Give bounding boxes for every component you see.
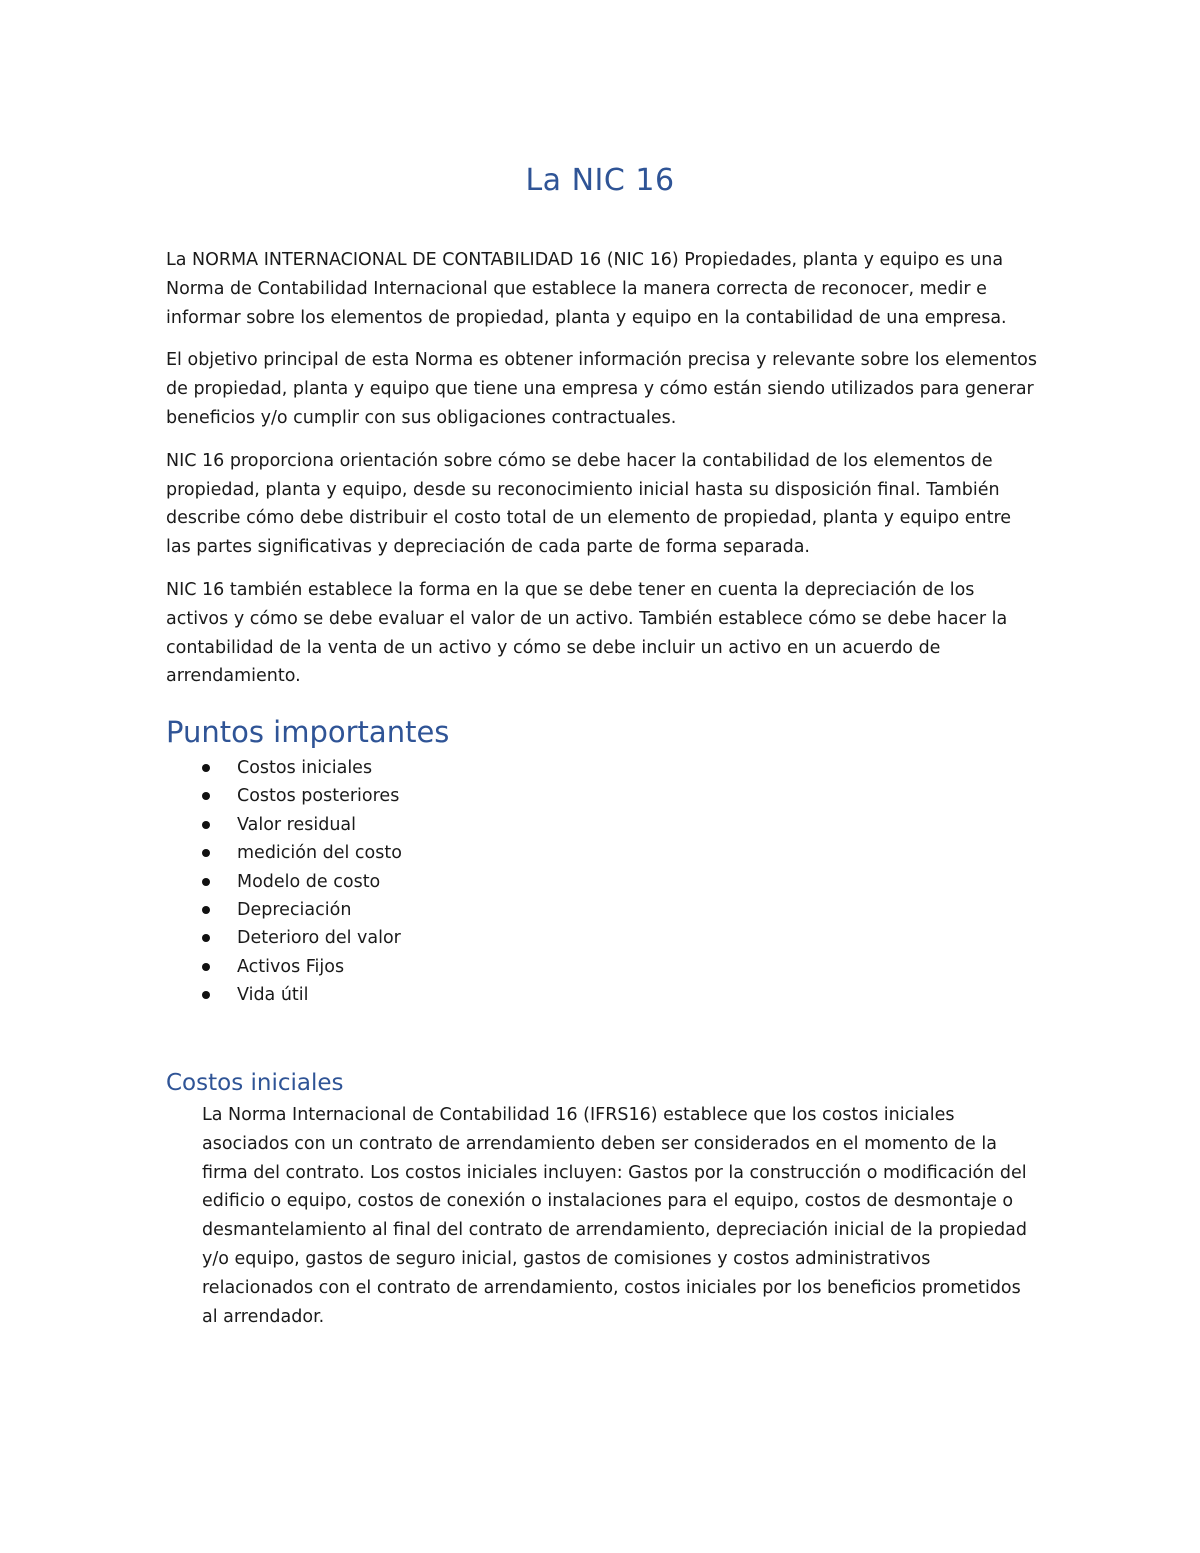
intro-paragraph-4: NIC 16 también establece la forma en la que se debe tener en cuenta la depreciación de los activos y cómo se debe evaluar el valor de un activo. También establece cómo se debe hacer la contabilidad de la venta de un activo y cómo se debe incluir un activo en un acuerdo de arrendamiento. (166, 579, 1008, 687)
list-item (166, 924, 1026, 952)
list-item-label: Modelo de costo (237, 871, 381, 892)
key-points-list (166, 754, 1026, 1010)
bullet-icon (202, 821, 210, 829)
subsection-paragraph: La Norma Internacional de Contabilidad 16 (IFRS16) establece que los costos iniciales asociados con un contrato de arrendamiento deben ser considerados en el momento de la firma del contrato. Los costos iniciales incluyen: Gastos por la construcción o modificación del edificio o equipo, costos de conexión o instalaciones para el equipo, costos de desmontaje o desmantelamiento al final del contrato de arrendamiento, depreciación inicial de la propiedad y/o equipo, gastos de seguro inicial, gastos de comisiones y costos administrativos relacionados con el contrato de arrendamiento, costos iniciales por los beneficios prometidos al arrendador. (202, 1105, 1027, 1327)
bullet-icon (202, 792, 210, 800)
list-item-label: Valor residual (237, 814, 357, 835)
intro-paragraph-3: NIC 16 proporciona orientación sobre cómo se debe hacer la contabilidad de los elementos de propiedad, planta y equipo, desde su reconocimiento inicial hasta su disposición final. También describe cómo debe distribuir el costo total de un elemento de propiedad, planta y equipo entre las partes significativas y depreciación de cada parte de forma separada. (166, 450, 1012, 558)
list-item (166, 839, 1026, 867)
list-item (166, 811, 1026, 839)
list-item (166, 754, 1026, 782)
list-item (166, 896, 1026, 924)
list-item-label: Deterioro del valor (237, 928, 401, 949)
bullet-icon (202, 991, 210, 999)
list-item (166, 868, 1026, 896)
list-item-label: Activos Fijos (237, 956, 345, 977)
section-heading: Puntos importantes (166, 715, 450, 749)
list-item (166, 782, 1026, 810)
list-item (166, 981, 1026, 1009)
list-item-label: medición del costo (237, 843, 402, 864)
list-item-label: Vida útil (237, 985, 309, 1006)
bullet-icon (202, 963, 210, 971)
bullet-icon (202, 934, 210, 942)
subsection-heading: Costos iniciales (166, 1070, 344, 1096)
list-item-label: Depreciación (237, 900, 352, 921)
bullet-icon (202, 906, 210, 914)
list-item-label: Costos posteriores (237, 786, 400, 807)
intro-paragraph-2: El objetivo principal de esta Norma es obtener información precisa y relevante sobre los elementos de propiedad, planta y equipo que tiene una empresa y cómo están siendo utilizados para generar beneficios y/o cumplir con sus obligaciones contractuales. (166, 350, 1037, 428)
list-item-label: Costos iniciales (237, 758, 373, 778)
document-title: La NIC 16 (525, 163, 675, 198)
intro-section (166, 246, 1041, 691)
intro-paragraph-1: La NORMA INTERNACIONAL DE CONTABILIDAD 16 (NIC 16) Propiedades, planta y equipo es una Norma de Contabilidad Internacional que establece la manera correcta de reconocer, medir e informar sobre los elementos de propiedad, planta y equipo en la contabilidad de una empresa. (166, 250, 1007, 328)
bullet-icon (202, 849, 210, 857)
bullet-icon (202, 764, 210, 772)
bullet-icon (202, 878, 210, 886)
list-item (166, 953, 1026, 981)
